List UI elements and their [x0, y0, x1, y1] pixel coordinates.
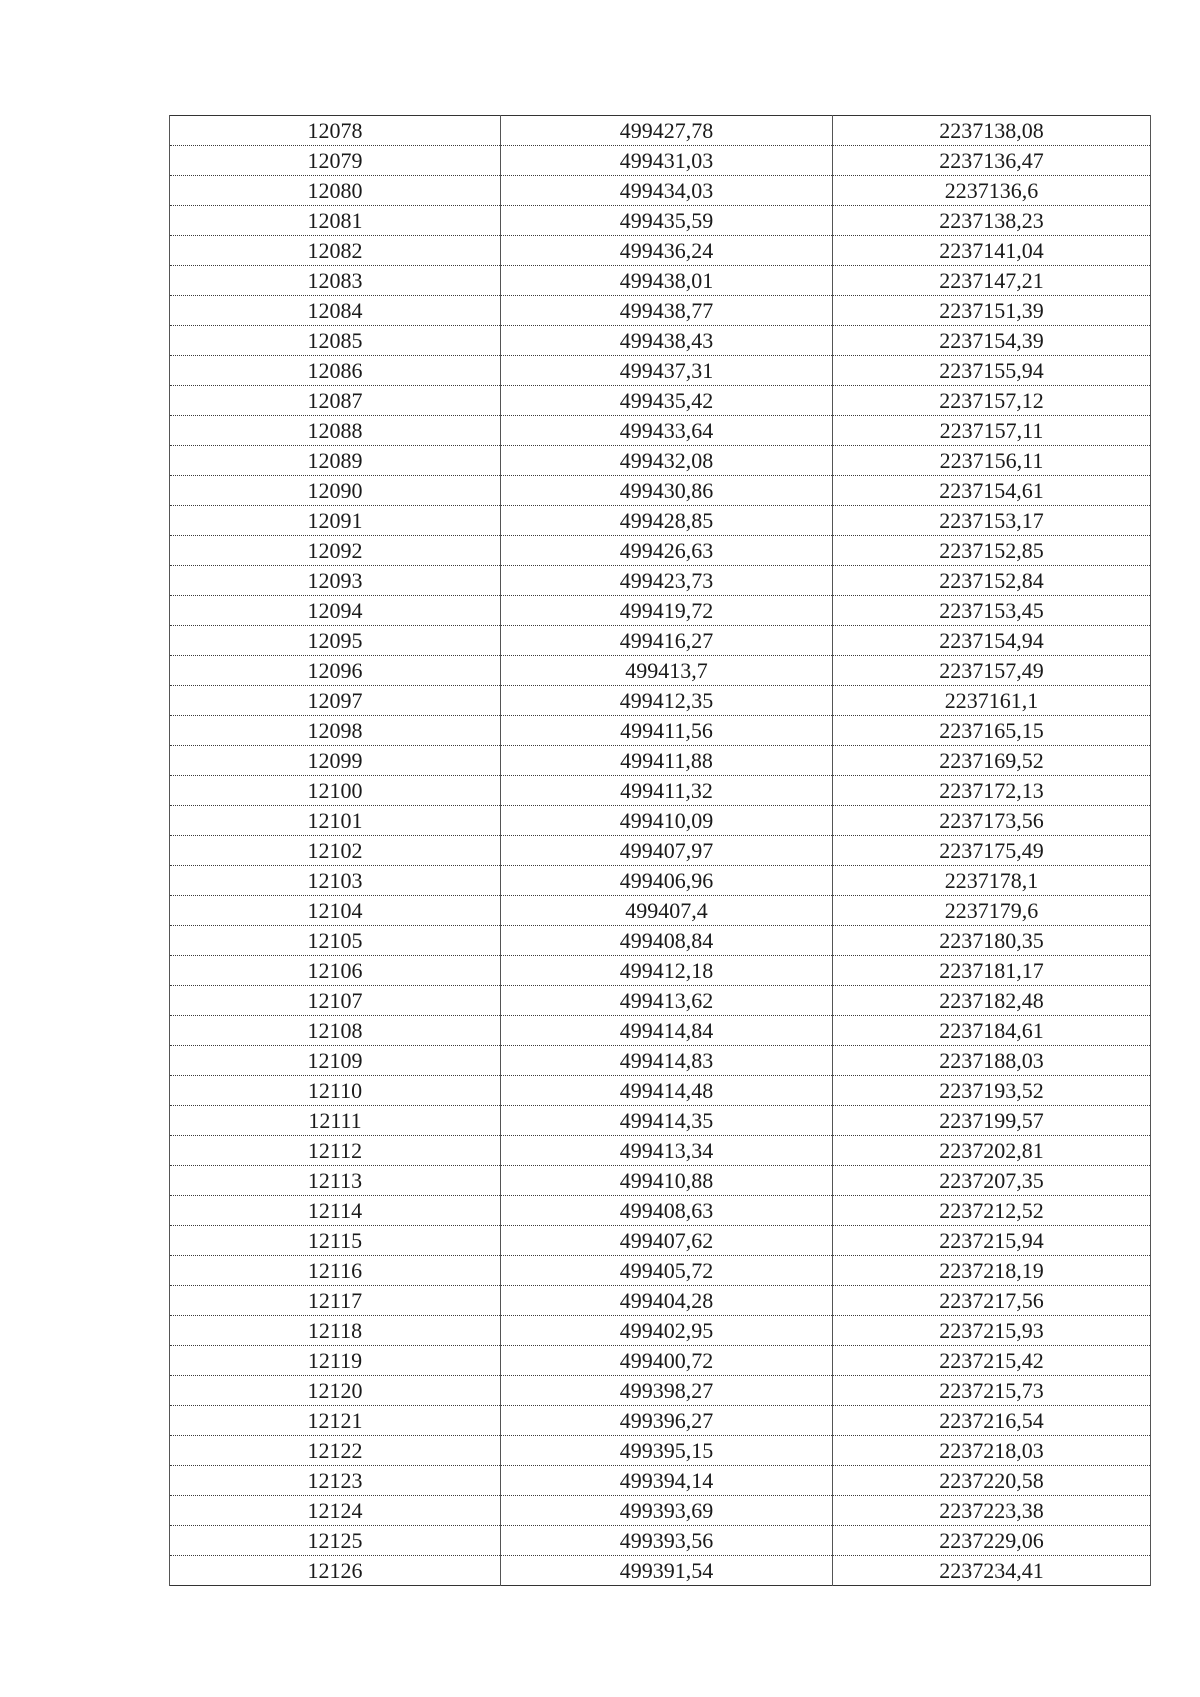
x-coordinate-cell: 499414,48: [501, 1076, 833, 1106]
y-coordinate-cell: 2237153,17: [833, 506, 1151, 536]
y-coordinate-cell: 2237184,61: [833, 1016, 1151, 1046]
point-number-cell: 12114: [170, 1196, 501, 1226]
x-coordinate-cell: 499402,95: [501, 1316, 833, 1346]
coordinates-table-body: [170, 116, 1151, 1586]
y-coordinate-cell: 2237220,58: [833, 1466, 1151, 1496]
y-coordinate-cell: 2237218,19: [833, 1256, 1151, 1286]
y-coordinate-cell: 2237207,35: [833, 1166, 1151, 1196]
y-coordinate-cell: 2237141,04: [833, 236, 1151, 266]
table-row: [170, 956, 1151, 986]
table-row: [170, 776, 1151, 806]
y-coordinate-cell: 2237182,48: [833, 986, 1151, 1016]
point-number-cell: 12117: [170, 1286, 501, 1316]
table-row: [170, 1256, 1151, 1286]
coordinates-table: [169, 115, 1151, 1586]
table-row: [170, 326, 1151, 356]
point-number-cell: 12096: [170, 656, 501, 686]
y-coordinate-cell: 2237202,81: [833, 1136, 1151, 1166]
y-coordinate-cell: 2237154,61: [833, 476, 1151, 506]
y-coordinate-cell: 2237179,6: [833, 896, 1151, 926]
y-coordinate-cell: 2237218,03: [833, 1436, 1151, 1466]
point-number-cell: 12104: [170, 896, 501, 926]
x-coordinate-cell: 499413,7: [501, 656, 833, 686]
x-coordinate-cell: 499414,83: [501, 1046, 833, 1076]
y-coordinate-cell: 2237215,94: [833, 1226, 1151, 1256]
x-coordinate-cell: 499395,15: [501, 1436, 833, 1466]
x-coordinate-cell: 499408,84: [501, 926, 833, 956]
point-number-cell: 12081: [170, 206, 501, 236]
x-coordinate-cell: 499414,84: [501, 1016, 833, 1046]
point-number-cell: 12099: [170, 746, 501, 776]
y-coordinate-cell: 2237215,42: [833, 1346, 1151, 1376]
table-row: [170, 1046, 1151, 1076]
point-number-cell: 12088: [170, 416, 501, 446]
y-coordinate-cell: 2237154,39: [833, 326, 1151, 356]
x-coordinate-cell: 499407,97: [501, 836, 833, 866]
point-number-cell: 12094: [170, 596, 501, 626]
x-coordinate-cell: 499438,01: [501, 266, 833, 296]
table-row: [170, 1436, 1151, 1466]
table-row: [170, 656, 1151, 686]
table-row: [170, 1286, 1151, 1316]
y-coordinate-cell: 2237178,1: [833, 866, 1151, 896]
x-coordinate-cell: 499410,09: [501, 806, 833, 836]
table-row: [170, 1106, 1151, 1136]
table-row: [170, 1496, 1151, 1526]
y-coordinate-cell: 2237199,57: [833, 1106, 1151, 1136]
y-coordinate-cell: 2237153,45: [833, 596, 1151, 626]
point-number-cell: 12122: [170, 1436, 501, 1466]
point-number-cell: 12126: [170, 1556, 501, 1586]
x-coordinate-cell: 499432,08: [501, 446, 833, 476]
table-row: [170, 1016, 1151, 1046]
point-number-cell: 12116: [170, 1256, 501, 1286]
table-row: [170, 1316, 1151, 1346]
point-number-cell: 12121: [170, 1406, 501, 1436]
y-coordinate-cell: 2237156,11: [833, 446, 1151, 476]
point-number-cell: 12124: [170, 1496, 501, 1526]
point-number-cell: 12093: [170, 566, 501, 596]
y-coordinate-cell: 2237157,12: [833, 386, 1151, 416]
y-coordinate-cell: 2237216,54: [833, 1406, 1151, 1436]
x-coordinate-cell: 499438,77: [501, 296, 833, 326]
point-number-cell: 12107: [170, 986, 501, 1016]
table-row: [170, 236, 1151, 266]
x-coordinate-cell: 499404,28: [501, 1286, 833, 1316]
table-row: [170, 116, 1151, 146]
table-row: [170, 836, 1151, 866]
point-number-cell: 12090: [170, 476, 501, 506]
x-coordinate-cell: 499413,62: [501, 986, 833, 1016]
point-number-cell: 12105: [170, 926, 501, 956]
point-number-cell: 12102: [170, 836, 501, 866]
x-coordinate-cell: 499411,32: [501, 776, 833, 806]
point-number-cell: 12092: [170, 536, 501, 566]
point-number-cell: 12080: [170, 176, 501, 206]
point-number-cell: 12108: [170, 1016, 501, 1046]
table-row: [170, 176, 1151, 206]
table-row: [170, 596, 1151, 626]
x-coordinate-cell: 499410,88: [501, 1166, 833, 1196]
x-coordinate-cell: 499427,78: [501, 116, 833, 146]
table-row: [170, 566, 1151, 596]
point-number-cell: 12085: [170, 326, 501, 356]
point-number-cell: 12119: [170, 1346, 501, 1376]
y-coordinate-cell: 2237212,52: [833, 1196, 1151, 1226]
x-coordinate-cell: 499412,18: [501, 956, 833, 986]
y-coordinate-cell: 2237147,21: [833, 266, 1151, 296]
point-number-cell: 12120: [170, 1376, 501, 1406]
y-coordinate-cell: 2237234,41: [833, 1556, 1151, 1586]
y-coordinate-cell: 2237151,39: [833, 296, 1151, 326]
point-number-cell: 12101: [170, 806, 501, 836]
point-number-cell: 12125: [170, 1526, 501, 1556]
point-number-cell: 12123: [170, 1466, 501, 1496]
x-coordinate-cell: 499431,03: [501, 146, 833, 176]
table-row: [170, 446, 1151, 476]
table-row: [170, 266, 1151, 296]
y-coordinate-cell: 2237152,85: [833, 536, 1151, 566]
x-coordinate-cell: 499426,63: [501, 536, 833, 566]
y-coordinate-cell: 2237154,94: [833, 626, 1151, 656]
x-coordinate-cell: 499430,86: [501, 476, 833, 506]
x-coordinate-cell: 499435,59: [501, 206, 833, 236]
x-coordinate-cell: 499398,27: [501, 1376, 833, 1406]
table-row: [170, 1196, 1151, 1226]
point-number-cell: 12082: [170, 236, 501, 266]
table-row: [170, 986, 1151, 1016]
y-coordinate-cell: 2237157,49: [833, 656, 1151, 686]
table-row: [170, 716, 1151, 746]
point-number-cell: 12087: [170, 386, 501, 416]
table-row: [170, 1346, 1151, 1376]
x-coordinate-cell: 499405,72: [501, 1256, 833, 1286]
x-coordinate-cell: 499396,27: [501, 1406, 833, 1436]
table-row: [170, 806, 1151, 836]
x-coordinate-cell: 499414,35: [501, 1106, 833, 1136]
table-row: [170, 1526, 1151, 1556]
y-coordinate-cell: 2237215,73: [833, 1376, 1151, 1406]
point-number-cell: 12113: [170, 1166, 501, 1196]
y-coordinate-cell: 2237215,93: [833, 1316, 1151, 1346]
x-coordinate-cell: 499438,43: [501, 326, 833, 356]
y-coordinate-cell: 2237152,84: [833, 566, 1151, 596]
y-coordinate-cell: 2237157,11: [833, 416, 1151, 446]
table-row: [170, 1376, 1151, 1406]
point-number-cell: 12106: [170, 956, 501, 986]
point-number-cell: 12086: [170, 356, 501, 386]
x-coordinate-cell: 499393,69: [501, 1496, 833, 1526]
y-coordinate-cell: 2237180,35: [833, 926, 1151, 956]
y-coordinate-cell: 2237188,03: [833, 1046, 1151, 1076]
y-coordinate-cell: 2237136,6: [833, 176, 1151, 206]
table-row: [170, 926, 1151, 956]
x-coordinate-cell: 499408,63: [501, 1196, 833, 1226]
x-coordinate-cell: 499428,85: [501, 506, 833, 536]
point-number-cell: 12100: [170, 776, 501, 806]
table-row: [170, 146, 1151, 176]
point-number-cell: 12118: [170, 1316, 501, 1346]
y-coordinate-cell: 2237136,47: [833, 146, 1151, 176]
table-row: [170, 1466, 1151, 1496]
x-coordinate-cell: 499435,42: [501, 386, 833, 416]
point-number-cell: 12083: [170, 266, 501, 296]
y-coordinate-cell: 2237155,94: [833, 356, 1151, 386]
y-coordinate-cell: 2237223,38: [833, 1496, 1151, 1526]
x-coordinate-cell: 499423,73: [501, 566, 833, 596]
point-number-cell: 12115: [170, 1226, 501, 1256]
point-number-cell: 12079: [170, 146, 501, 176]
point-number-cell: 12089: [170, 446, 501, 476]
x-coordinate-cell: 499411,56: [501, 716, 833, 746]
point-number-cell: 12109: [170, 1046, 501, 1076]
table-row: [170, 1166, 1151, 1196]
table-row: [170, 686, 1151, 716]
table-row: [170, 1226, 1151, 1256]
table-row: [170, 626, 1151, 656]
table-row: [170, 476, 1151, 506]
table-row: [170, 1136, 1151, 1166]
x-coordinate-cell: 499437,31: [501, 356, 833, 386]
table-row: [170, 356, 1151, 386]
y-coordinate-cell: 2237165,15: [833, 716, 1151, 746]
point-number-cell: 12111: [170, 1106, 501, 1136]
table-row: [170, 896, 1151, 926]
x-coordinate-cell: 499407,62: [501, 1226, 833, 1256]
point-number-cell: 12103: [170, 866, 501, 896]
x-coordinate-cell: 499433,64: [501, 416, 833, 446]
x-coordinate-cell: 499411,88: [501, 746, 833, 776]
table-row: [170, 296, 1151, 326]
x-coordinate-cell: 499406,96: [501, 866, 833, 896]
table-row: [170, 506, 1151, 536]
table-row: [170, 746, 1151, 776]
y-coordinate-cell: 2237217,56: [833, 1286, 1151, 1316]
x-coordinate-cell: 499393,56: [501, 1526, 833, 1556]
table-row: [170, 536, 1151, 566]
x-coordinate-cell: 499407,4: [501, 896, 833, 926]
x-coordinate-cell: 499400,72: [501, 1346, 833, 1376]
x-coordinate-cell: 499394,14: [501, 1466, 833, 1496]
point-number-cell: 12112: [170, 1136, 501, 1166]
y-coordinate-cell: 2237173,56: [833, 806, 1151, 836]
x-coordinate-cell: 499434,03: [501, 176, 833, 206]
y-coordinate-cell: 2237169,52: [833, 746, 1151, 776]
x-coordinate-cell: 499391,54: [501, 1556, 833, 1586]
table-row: [170, 206, 1151, 236]
y-coordinate-cell: 2237172,13: [833, 776, 1151, 806]
point-number-cell: 12078: [170, 116, 501, 146]
y-coordinate-cell: 2237138,08: [833, 116, 1151, 146]
y-coordinate-cell: 2237181,17: [833, 956, 1151, 986]
y-coordinate-cell: 2237229,06: [833, 1526, 1151, 1556]
point-number-cell: 12084: [170, 296, 501, 326]
point-number-cell: 12110: [170, 1076, 501, 1106]
point-number-cell: 12098: [170, 716, 501, 746]
table-row: [170, 1076, 1151, 1106]
y-coordinate-cell: 2237138,23: [833, 206, 1151, 236]
x-coordinate-cell: 499413,34: [501, 1136, 833, 1166]
x-coordinate-cell: 499419,72: [501, 596, 833, 626]
y-coordinate-cell: 2237175,49: [833, 836, 1151, 866]
x-coordinate-cell: 499416,27: [501, 626, 833, 656]
table-row: [170, 866, 1151, 896]
table-row: [170, 386, 1151, 416]
y-coordinate-cell: 2237193,52: [833, 1076, 1151, 1106]
point-number-cell: 12091: [170, 506, 501, 536]
point-number-cell: 12095: [170, 626, 501, 656]
x-coordinate-cell: 499436,24: [501, 236, 833, 266]
x-coordinate-cell: 499412,35: [501, 686, 833, 716]
y-coordinate-cell: 2237161,1: [833, 686, 1151, 716]
point-number-cell: 12097: [170, 686, 501, 716]
table-row: [170, 1406, 1151, 1436]
table-row: [170, 1556, 1151, 1586]
table-row: [170, 416, 1151, 446]
